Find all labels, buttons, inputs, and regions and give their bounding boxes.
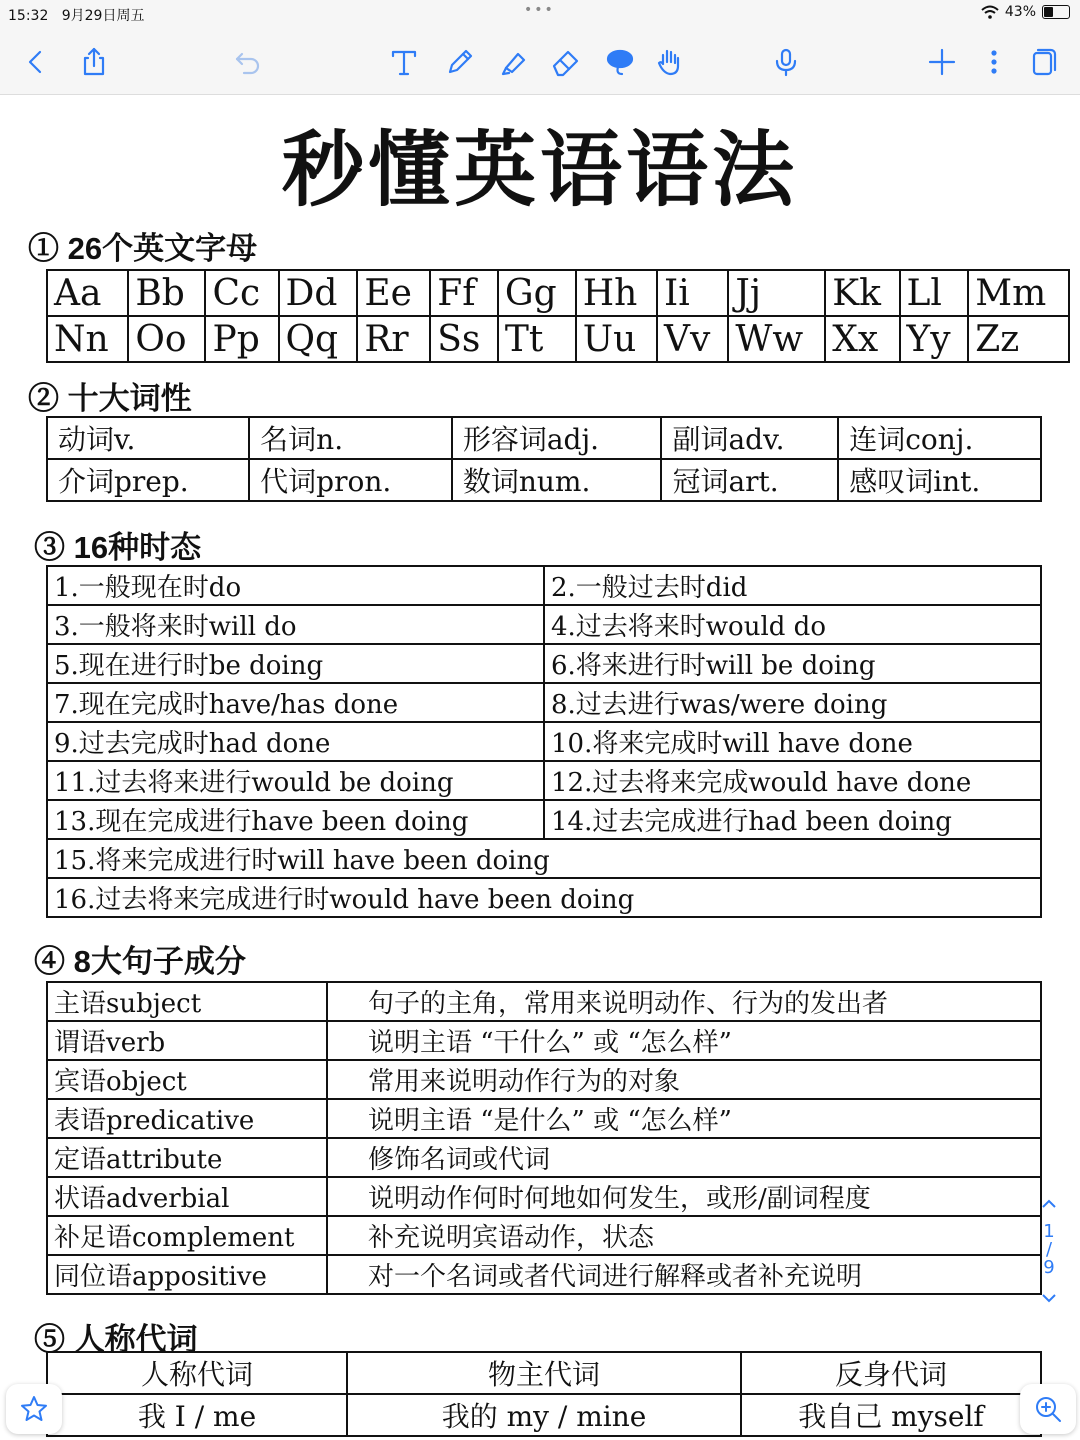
tense-cell: 2.一般过去时did	[544, 566, 1041, 605]
letter-cell: Bb	[128, 270, 205, 316]
table-row	[47, 1352, 1041, 1394]
letter-cell: Ee	[357, 270, 430, 316]
table-row	[47, 605, 1041, 644]
tense-cell: 16.过去将来完成进行时would have been doing	[47, 878, 1041, 917]
part-of-speech-cell: 感叹词int.	[838, 459, 1041, 501]
status-date: 9月29日周五	[61, 8, 145, 24]
pages-icon[interactable]	[1024, 42, 1064, 82]
star-icon	[18, 1393, 50, 1425]
table-row	[47, 316, 1069, 362]
part-of-speech-cell: 副词adv.	[661, 417, 838, 459]
table-row	[47, 566, 1041, 605]
table-row	[47, 1394, 1041, 1436]
share-icon[interactable]	[74, 42, 114, 82]
tense-cell: 13.现在完成进行have been doing	[47, 800, 544, 839]
pen-icon[interactable]	[440, 42, 480, 82]
sentence-part-name-cell: 同位语appositive	[47, 1255, 327, 1294]
multitasking-dots-icon[interactable]: •••	[524, 2, 555, 18]
tense-cell: 15.将来完成进行时will have been doing	[47, 839, 1041, 878]
sentence-part-desc-cell: 修饰名词或代词	[327, 1138, 1041, 1177]
letter-cell: Ww	[728, 316, 825, 362]
table-row	[47, 839, 1041, 878]
table-row	[47, 459, 1041, 501]
letter-cell: Zz	[968, 316, 1069, 362]
page-current: 1	[1043, 1221, 1055, 1242]
zoom-button[interactable]	[1020, 1384, 1076, 1434]
more-icon[interactable]	[974, 42, 1014, 82]
tense-cell: 1.一般现在时do	[47, 566, 544, 605]
note-page[interactable]	[0, 95, 1080, 1440]
sentence-part-name-cell: 表语predicative	[47, 1099, 327, 1138]
highlighter-icon[interactable]	[494, 42, 534, 82]
sentence-parts-table	[46, 981, 1042, 1295]
letter-cell: Ll	[900, 270, 969, 316]
sentence-part-name-cell: 补足语complement	[47, 1216, 327, 1255]
sentence-part-name-cell: 宾语object	[47, 1060, 327, 1099]
text-tool-icon[interactable]	[384, 42, 424, 82]
part-of-speech-cell: 形容词adj.	[452, 417, 662, 459]
letter-cell: Uu	[576, 316, 657, 362]
sentence-part-name-cell: 定语attribute	[47, 1138, 327, 1177]
lasso-icon[interactable]	[600, 42, 640, 82]
tense-cell: 10.将来完成时will have done	[544, 722, 1041, 761]
part-of-speech-cell: 介词prep.	[47, 459, 249, 501]
letter-cell: Oo	[128, 316, 205, 362]
sentence-part-name-cell: 状语adverbial	[47, 1177, 327, 1216]
page-separator: /	[1045, 1239, 1053, 1260]
table-row	[47, 1138, 1041, 1177]
letter-cell: Pp	[205, 316, 278, 362]
letter-cell: Gg	[498, 270, 576, 316]
table-row	[47, 878, 1041, 917]
letter-cell: Nn	[47, 316, 128, 362]
page-down-icon[interactable]	[1036, 1289, 1062, 1315]
tense-cell: 14.过去完成进行had been doing	[544, 800, 1041, 839]
part-of-speech-cell: 数词num.	[452, 459, 662, 501]
letter-cell: Hh	[576, 270, 657, 316]
table-row	[47, 1216, 1041, 1255]
page-up-icon[interactable]	[1036, 1195, 1062, 1221]
part-of-speech-cell: 名词n.	[249, 417, 452, 459]
table-row	[47, 644, 1041, 683]
wifi-icon	[981, 5, 999, 19]
section-heading-tenses: ③ 16种时态	[34, 530, 202, 565]
letter-cell: Yy	[900, 316, 969, 362]
letter-cell: Qq	[279, 316, 358, 362]
table-row	[47, 761, 1041, 800]
tense-cell: 3.一般将来时will do	[47, 605, 544, 644]
section-heading-letters: ① 26个英文字母	[28, 231, 258, 266]
letter-cell: Cc	[205, 270, 278, 316]
battery-percent: 43%	[1004, 4, 1036, 20]
table-row	[47, 982, 1041, 1021]
table-row	[47, 722, 1041, 761]
letter-cell: Ff	[430, 270, 498, 316]
sentence-part-desc-cell: 对一个名词或者代词进行解释或者补充说明	[327, 1255, 1041, 1294]
letter-cell: Tt	[498, 316, 576, 362]
section-heading-pronouns: ⑤ 人称代词	[34, 1322, 198, 1357]
table-row	[47, 1021, 1041, 1060]
table-row	[47, 1060, 1041, 1099]
tense-cell: 7.现在完成时have/has done	[47, 683, 544, 722]
letter-cell: Mm	[968, 270, 1069, 316]
toolbar	[0, 28, 1080, 95]
letters-table	[46, 269, 1070, 363]
tense-cell: 8.过去进行was/were doing	[544, 683, 1041, 722]
undo-icon[interactable]	[228, 42, 268, 82]
page-navigator	[1036, 1195, 1062, 1315]
tense-cell: 11.过去将来进行would be doing	[47, 761, 544, 800]
letter-cell: Ss	[430, 316, 498, 362]
zoom-in-icon	[1032, 1393, 1064, 1425]
tense-cell: 12.过去将来完成would have done	[544, 761, 1041, 800]
letter-cell: Jj	[728, 270, 825, 316]
tense-cell: 5.现在进行时be doing	[47, 644, 544, 683]
battery-icon	[1042, 5, 1070, 19]
pronoun-cell: 我自己 myself	[741, 1394, 1041, 1436]
letter-cell: Dd	[279, 270, 358, 316]
tense-cell: 6.将来进行时will be doing	[544, 644, 1041, 683]
pronoun-cell: 我 I / me	[47, 1394, 347, 1436]
pronouns-table	[46, 1351, 1042, 1437]
table-row	[47, 1255, 1041, 1294]
page-title: 秒懂英语语法	[281, 122, 798, 218]
section-heading-parts-of-speech: ② 十大词性	[28, 381, 192, 416]
status-bar	[0, 0, 1080, 28]
sentence-part-desc-cell: 说明主语 “干什么” 或 “怎么样”	[327, 1021, 1041, 1060]
back-icon[interactable]	[16, 42, 56, 82]
favorite-button[interactable]	[6, 1384, 62, 1434]
letter-cell: Aa	[47, 270, 128, 316]
letter-cell: Xx	[825, 316, 899, 362]
add-icon[interactable]	[922, 42, 962, 82]
page-total: 9	[1043, 1257, 1055, 1278]
table-row	[47, 800, 1041, 839]
letter-cell: Vv	[657, 316, 728, 362]
sentence-part-name-cell: 主语subject	[47, 982, 327, 1021]
eraser-icon[interactable]	[546, 42, 586, 82]
section-heading-sentence-parts: ④ 8大句子成分	[34, 944, 246, 979]
sentence-part-desc-cell: 说明主语 “是什么” 或 “怎么样”	[327, 1099, 1041, 1138]
table-row	[47, 270, 1069, 316]
letter-cell: Rr	[357, 316, 430, 362]
table-row	[47, 683, 1041, 722]
pronoun-cell: 我的 my / mine	[347, 1394, 741, 1436]
hand-icon[interactable]	[650, 42, 690, 82]
pronoun-header-cell: 人称代词	[47, 1352, 347, 1394]
part-of-speech-cell: 冠词art.	[661, 459, 838, 501]
sentence-part-desc-cell: 常用来说明动作行为的对象	[327, 1060, 1041, 1099]
pronoun-header-cell: 反身代词	[741, 1352, 1041, 1394]
status-time: 15:32 9月29日周五	[8, 8, 145, 24]
letter-cell: Kk	[825, 270, 899, 316]
tenses-table	[46, 565, 1042, 918]
table-row	[47, 417, 1041, 459]
parts-of-speech-table	[46, 416, 1042, 502]
part-of-speech-cell: 连词conj.	[838, 417, 1041, 459]
part-of-speech-cell: 动词v.	[47, 417, 249, 459]
sentence-part-name-cell: 谓语verb	[47, 1021, 327, 1060]
sentence-part-desc-cell: 补充说明宾语动作，状态	[327, 1216, 1041, 1255]
part-of-speech-cell: 代词pron.	[249, 459, 452, 501]
tense-cell: 9.过去完成时had done	[47, 722, 544, 761]
sentence-part-desc-cell: 说明动作何时何地如何发生，或形/副词程度	[327, 1177, 1041, 1216]
sentence-part-desc-cell: 句子的主角，常用来说明动作、行为的发出者	[327, 982, 1041, 1021]
microphone-icon[interactable]	[766, 42, 806, 82]
pronoun-header-cell: 物主代词	[347, 1352, 741, 1394]
tense-cell: 4.过去将来时would do	[544, 605, 1041, 644]
table-row	[47, 1099, 1041, 1138]
letter-cell: Ii	[657, 270, 728, 316]
table-row	[47, 1177, 1041, 1216]
